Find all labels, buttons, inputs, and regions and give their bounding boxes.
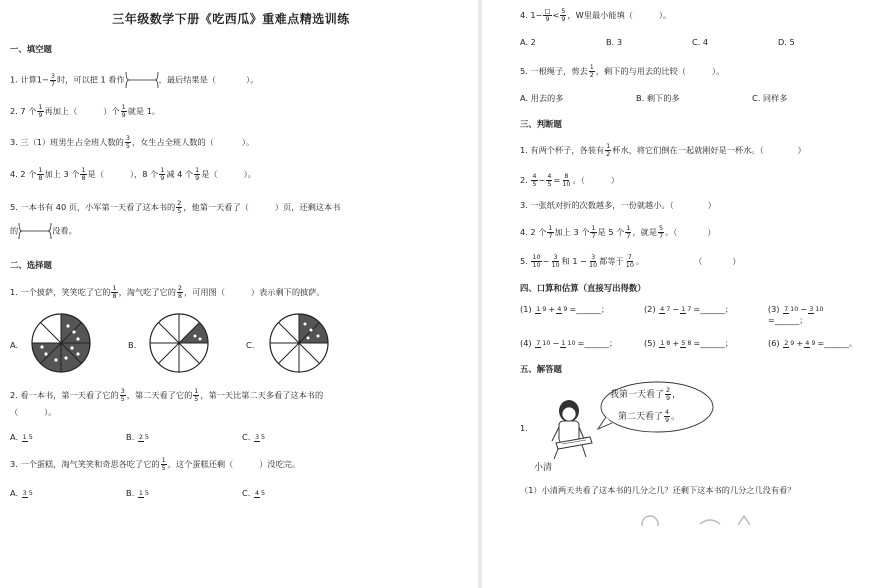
judge-question-3: 3. 一张纸对折的次数越多，一份就越小。（ ） bbox=[520, 200, 716, 210]
pie-label-a: A. bbox=[10, 340, 19, 350]
girl-reading-illustration bbox=[542, 397, 598, 467]
fraction: $\frac{1}{7}$ bbox=[626, 224, 631, 240]
fraction: $\frac{1}{8}$ bbox=[38, 166, 43, 182]
pizza-diagram-b bbox=[148, 312, 210, 374]
choice-question-1: 1. 一个披萨，笑笑吃了它的 $\frac{1}{8}$ ，淘气吃了它的 $\frac{2}{8}$ ，可用图（ ）表示剩下的披萨。 bbox=[10, 284, 325, 300]
pizza-diagram-c bbox=[268, 312, 330, 374]
math-item-2: (2) 4 7 − 1 7 =______； bbox=[643, 304, 733, 314]
choice-question-3: 3. 一个蛋糕，淘气笑笑和奇思各吃了它的 $\frac{1}{5}$ ，这个蛋糕还剩（ ）没吃完。 bbox=[10, 456, 301, 472]
section-heading-judge: 三、判断题 bbox=[520, 119, 562, 129]
section-heading-mental-math: 四、口算和估算（直接写出得数） bbox=[520, 283, 646, 293]
math-item-6: (6) 2 9 + 4 9 =______。 bbox=[768, 338, 858, 348]
mental-math-row-1 bbox=[520, 304, 865, 326]
section-heading-choice: 二、选择题 bbox=[10, 260, 52, 270]
option-b[interactable]: B. 1 5 bbox=[126, 488, 149, 498]
problem-1-question: （1）小清两天共看了这本书的几分之几？还剩下这本书的几分之几没有看？ bbox=[520, 485, 796, 495]
choice-question-2-line2: （ ）。 bbox=[10, 407, 57, 417]
choice-question-4: 4. 1− □ 9 < $\frac{5}{9}$ ，W里最小能填（ ）。 bbox=[520, 7, 672, 23]
judge-question-1: 1. 有两个杯子，各装有 $\frac{1}{2}$ 杯水，将它们倒在一起就刚好是一杯水。（ ） bbox=[520, 142, 806, 158]
fraction: $\frac{1}{7}$ bbox=[591, 224, 596, 240]
fraction: $\frac{10}{10}$ bbox=[532, 253, 541, 269]
fraction: $\frac{3}{10}$ bbox=[551, 253, 560, 269]
fraction: $\frac{3}{5}$ bbox=[125, 134, 130, 150]
fraction-brace-blank bbox=[18, 221, 52, 241]
option-c[interactable]: C. 同样多 bbox=[752, 93, 788, 103]
cropped-figure-marks bbox=[640, 512, 760, 526]
option-b[interactable]: B. 2 5 bbox=[126, 432, 149, 442]
option-a[interactable]: A. 2 bbox=[520, 37, 536, 47]
choice-question-2: 2. 看一本书，第一天看了它的 $\frac{3}{5}$ ，第二天看了它的 $\frac{1}{5}$ ，第一天比第二天多看了这本书的 bbox=[10, 387, 324, 403]
fraction: $\frac{3}{7}$ bbox=[50, 71, 55, 88]
section-heading-solve: 五、解答题 bbox=[520, 364, 562, 374]
fraction: $\frac{5}{9}$ bbox=[561, 7, 566, 23]
pie-label-c: C. bbox=[246, 340, 255, 350]
section-heading-fill: 一、填空题 bbox=[10, 44, 52, 54]
fraction: $\frac{1}{9}$ bbox=[160, 166, 165, 182]
fill-question-1: 1. 计算1− $\frac{3}{7}$ 时，可以把 1 看作 ，最后结果是（ ）。 bbox=[10, 70, 468, 90]
pizza-diagram-a bbox=[30, 312, 92, 374]
fill-question-2: 2. 7 个 $\frac{1}{9}$ 再加上（ ）个 $\frac{1}{9}$ 就是 1。 bbox=[10, 103, 161, 119]
math-item-4: (4) 7 10 − 1 10 =______； bbox=[520, 338, 618, 348]
fraction: $\frac{1}{9}$ bbox=[38, 103, 43, 119]
fraction: $\frac{1}{8}$ bbox=[81, 166, 86, 182]
choice-question-5: 5. 一根绳子，剪去 $\frac{1}{2}$ ，剩下的与用去的比较（ ）。 bbox=[520, 63, 725, 79]
bubble-line-1: 我第一天看了 $\frac{2}{9}$ ， bbox=[610, 386, 682, 402]
fraction: □ 9 bbox=[544, 7, 551, 23]
bubble-line-2: 第二天看了 $\frac{4}{9}$ 。 bbox=[618, 408, 681, 424]
fraction: $\frac{1}{8}$ bbox=[112, 284, 117, 300]
fill-question-5: 5. 一本书有 40 页，小军第一天看了这本书的 $\frac{2}{5}$ ，他第一天看了（ ）页，还剩这本书 bbox=[10, 199, 341, 215]
judge-question-2: 2. $\frac{4}{5}$ − $\frac{4}{5}$ = $\frac{8}{10}$ 。（ ） bbox=[520, 172, 619, 188]
fraction: $\frac{1}{2}$ bbox=[606, 142, 611, 158]
math-item-5: (5) 1 8 + 5 8 =______； bbox=[644, 338, 734, 348]
option-a[interactable]: A. 1 5 bbox=[10, 432, 33, 442]
character-name: 小清 bbox=[534, 463, 553, 473]
partial-next-figure bbox=[520, 506, 865, 526]
page-title: 三年级数学下册《吃西瓜》重难点精选训练 bbox=[112, 12, 350, 26]
fraction: $\frac{1}{9}$ bbox=[195, 166, 200, 182]
mental-math-row-2 bbox=[520, 338, 865, 349]
fraction: $\frac{3}{5}$ bbox=[120, 387, 125, 403]
fraction: $\frac{7}{10}$ bbox=[625, 253, 634, 269]
math-item-3: (3) 7 10 − 3 10=______； bbox=[767, 304, 824, 325]
choice-4-options bbox=[520, 37, 865, 48]
fraction: $\frac{4}{5}$ bbox=[532, 172, 537, 188]
fraction: $\frac{1}{9}$ bbox=[121, 103, 126, 119]
option-c[interactable]: C. 4 5 bbox=[242, 488, 266, 498]
option-c[interactable]: C. 3 5 bbox=[242, 432, 266, 442]
fraction-brace-blank bbox=[125, 70, 159, 90]
option-b[interactable]: B. 剩下的多 bbox=[636, 93, 680, 103]
option-b[interactable]: B. 3 bbox=[606, 37, 623, 47]
fraction: $\frac{8}{10}$ bbox=[562, 172, 571, 188]
fraction: $\frac{5}{7}$ bbox=[659, 224, 664, 240]
fraction: $\frac{1}{2}$ bbox=[589, 63, 594, 79]
problem-1-number: 1. bbox=[520, 423, 528, 433]
fraction: $\frac{2}{8}$ bbox=[177, 284, 182, 300]
pizza-choices bbox=[10, 308, 468, 380]
pie-label-b: B. bbox=[128, 340, 137, 350]
problem-1-illustration bbox=[520, 383, 865, 475]
fraction: $\frac{4}{5}$ bbox=[547, 172, 552, 188]
option-d[interactable]: D. 5 bbox=[778, 37, 795, 47]
choice-3-options bbox=[10, 488, 468, 499]
option-c[interactable]: C. 4 bbox=[692, 37, 709, 47]
fraction: $\frac{1}{7}$ bbox=[548, 224, 553, 240]
choice-5-options bbox=[520, 93, 865, 104]
fraction: $\frac{1}{5}$ bbox=[161, 456, 166, 472]
fraction: $\frac{3}{10}$ bbox=[589, 253, 598, 269]
fraction: $\frac{1}{5}$ bbox=[194, 387, 199, 403]
fraction: $\frac{2}{5}$ bbox=[177, 199, 182, 215]
choice-2-options bbox=[10, 432, 468, 443]
judge-question-4: 4. 2 个 $\frac{1}{7}$ 加上 3 个 $\frac{1}{7}$ 是 5 个 $\frac{1}{7}$ ，就是 $\frac{5}{7}$ 。（ ） bbox=[520, 224, 716, 240]
option-a[interactable]: A. 3 5 bbox=[10, 488, 33, 498]
option-a[interactable]: A. 用去的多 bbox=[520, 93, 564, 103]
fill-question-3: 3. 三（1）班男生占全班人数的 $\frac{3}{5}$ ，女生占全班人数的（ ）。 bbox=[10, 134, 255, 150]
right-column bbox=[482, 0, 871, 588]
fill-question-4: 4. 2 个 $\frac{1}{8}$ 加上 3 个 $\frac{1}{8}$ 是（ ），8 个 $\frac{1}{9}$ 减 4 个 $\frac{1}{9}$ 是（ ）。 bbox=[10, 166, 256, 182]
judge-question-5: 5. $\frac{10}{10}$ − $\frac{3}{10}$ 和 1 − $\frac{3}{10}$ 都等于 $\frac{7}{10}$ 。 （ ） bbox=[520, 253, 741, 269]
fill-question-5-line2: 的 没看。 bbox=[10, 221, 468, 241]
math-item-1: (1) 1 9 + 4 9 =______； bbox=[520, 304, 610, 314]
